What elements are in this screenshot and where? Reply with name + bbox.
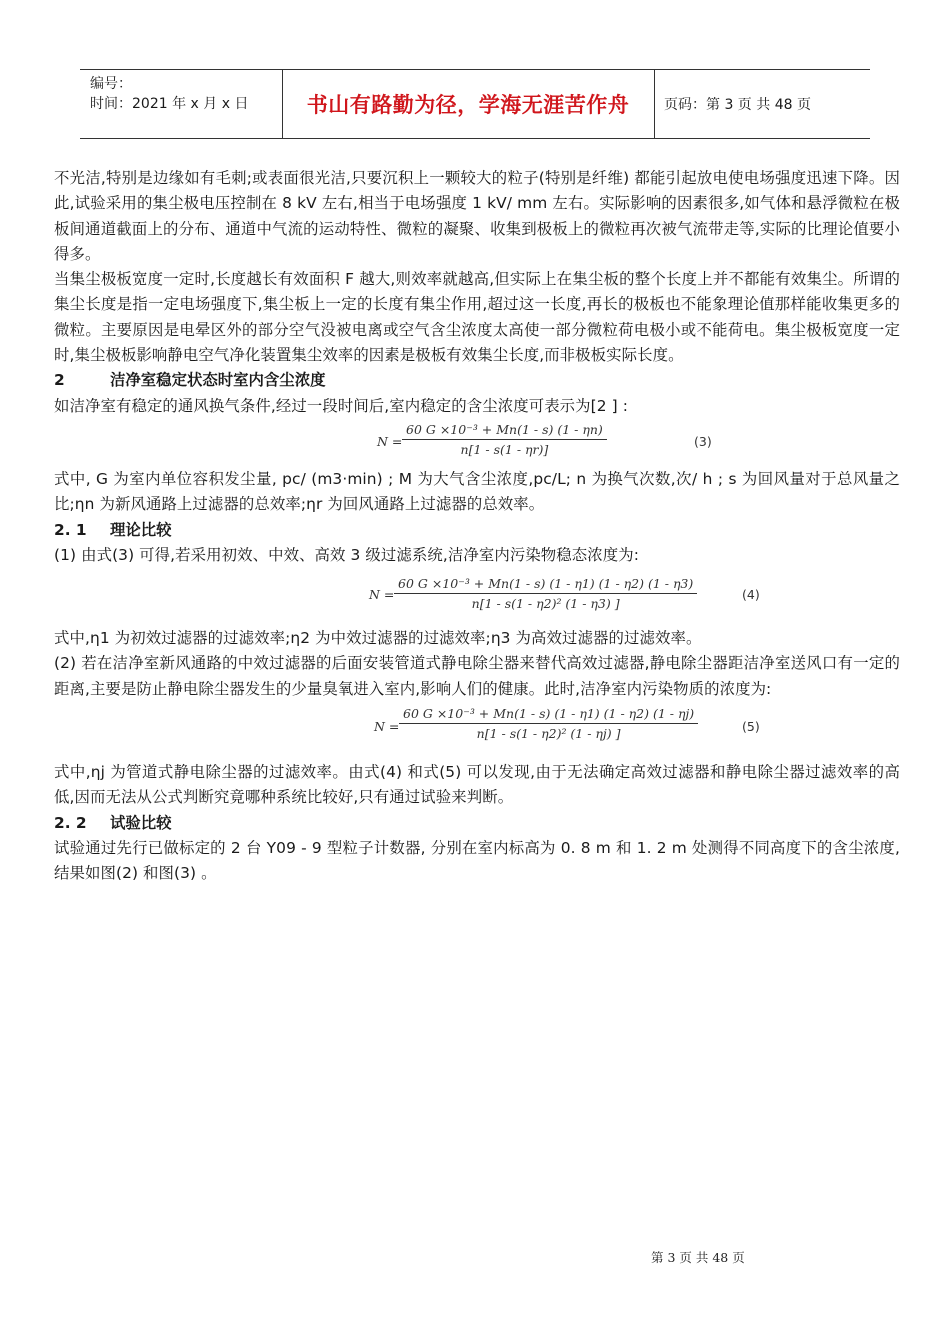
formula-numerator: 60 G ×10⁻³ + Mn(1 - s) (1 - η1) (1 - η2) (1 - η3) <box>394 576 697 594</box>
formula-4 <box>54 568 900 626</box>
header-meta <box>90 74 280 114</box>
section-number: 2 <box>54 371 65 390</box>
formula-tag: (3) <box>694 433 712 449</box>
formula-5 <box>54 702 900 760</box>
section-heading <box>54 368 900 393</box>
paragraph: 如洁净室有稳定的通风换气条件,经过一段时间后,室内稳定的含尘浓度可表示为[2 ] : <box>54 396 629 415</box>
formula-lhs: N = <box>374 719 400 735</box>
paragraph: 式中,ηj 为管道式静电除尘器的过滤效率。由式(4) 和式(5) 可以发现,由于无法确定高效过滤器和静电除尘器过滤效率的高低,因而无法从公式判断究竟哪种系统比较好,只有通过试验来判断。 <box>54 763 900 807</box>
header-number-label: 编号： <box>90 76 132 92</box>
formula-lhs: N = <box>377 433 403 449</box>
formula-tag: (4) <box>742 587 760 603</box>
formula-lhs: N = <box>369 587 395 603</box>
formula-denominator: n[1 - s(1 - ηr)] <box>460 441 549 457</box>
header-motto: 书山有路勤为径，学海无涯苦作舟 <box>306 93 630 117</box>
section-number: 2. 2 <box>54 813 87 832</box>
page-footer: 第 3 页 共 48 页 <box>651 1250 745 1265</box>
paragraph: 式中,η1 为初效过滤器的过滤效率;η2 为中效过滤器的过滤效率;η3 为高效过滤器的过滤效率。 <box>54 629 702 648</box>
paragraph: 不光洁,特别是边缘如有毛刺;或表面很光洁,只要沉积上一颗较大的粒子(特别是纤维) 都能引起放电使电场强度迅速下降。因此,试验采用的集尘极电压控制在 8 kV 左右,相当于电场强度 1 kV/ mm 左右。实际影响的因素很多,如气体和悬浮微粒在极板间通道截面上的分布、通道中气流的运动特性、微粒的凝聚、收集到极板上的微粒再次被气流带走等,实际的比理论值要小得多。 <box>54 169 900 263</box>
header-divider <box>654 70 655 138</box>
formula-numerator: 60 G ×10⁻³ + Mn(1 - s) (1 - ηn) <box>402 422 607 440</box>
section-title: 试验比较 <box>110 813 172 832</box>
formula-fraction <box>402 422 607 457</box>
page-header <box>80 69 870 139</box>
paragraph: 当集尘极板宽度一定时,长度越长有效面积 F 越大,则效率就越高,但实际上在集尘板的整个长度上并不都能有效集尘。所谓的集尘长度是指一定电场强度下,集尘板上一定的长度有集尘作用,超过这一长度,再长的极板也不能象理论值那样能收集更多的微粒。主要原因是电晕区外的部分空气没被电离或空气含尘浓度太高使一部分微粒荷电极小或不能荷电。集尘极板宽度一定时,集尘极板影响静电空气净化装置集尘效率的因素是极板有效集尘长度,而非极板实际长度。 <box>54 270 900 365</box>
formula-fraction <box>399 706 698 741</box>
paragraph: (1) 由式(3) 可得,若采用初效、中效、高效 3 级过滤系统,洁净室内污染物稳态浓度为: <box>54 545 640 564</box>
formula-denominator: n[1 - s(1 - η2)² (1 - η3) ] <box>471 596 620 612</box>
formula-fraction <box>394 576 697 611</box>
formula-tag: (5) <box>742 719 760 735</box>
paragraph: 试验通过先行已做标定的 2 台 Y09 - 9 型粒子计数器, 分别在室内标高为 0. 8 m 和 1. 2 m 处测得不同高度下的含尘浓度,结果如图(2) 和图(3) 。 <box>54 838 900 883</box>
formula-3 <box>54 419 900 467</box>
header-date: 时间：2021 年 x 月 x 日 <box>90 96 249 112</box>
paragraph: (2) 若在洁净室新风通路的中效过滤器的后面安装管道式静电除尘器来替代高效过滤器,静电除尘器距洁净室送风口有一定的距离,主要是防止静电除尘器发生的少量臭氧进入室内,影响人们的健康。此时,洁净室内污染物质的浓度为: <box>54 654 900 698</box>
section-title: 理论比较 <box>110 520 172 539</box>
section-number: 2. 1 <box>54 520 87 539</box>
document-body <box>54 166 900 887</box>
section-heading <box>54 811 900 836</box>
paragraph: 式中, G 为室内单位容积发尘量, pc/ (m3·min) ; M 为大气含尘浓度,pc/L; n 为换气次数,次/ h ; s 为回风量对于总风量之比;ηn 为新风通路上过滤器的总效率;ηr 为回风通路上过滤器的总效率。 <box>54 469 900 514</box>
header-page-info: 页码：第 3 页 共 48 页 <box>664 97 811 113</box>
section-heading <box>54 518 900 543</box>
formula-numerator: 60 G ×10⁻³ + Mn(1 - s) (1 - η1) (1 - η2) (1 - ηj) <box>399 706 698 724</box>
formula-denominator: n[1 - s(1 - η2)² (1 - ηj) ] <box>476 726 621 742</box>
section-title: 洁净室稳定状态时室内含尘浓度 <box>110 371 326 390</box>
